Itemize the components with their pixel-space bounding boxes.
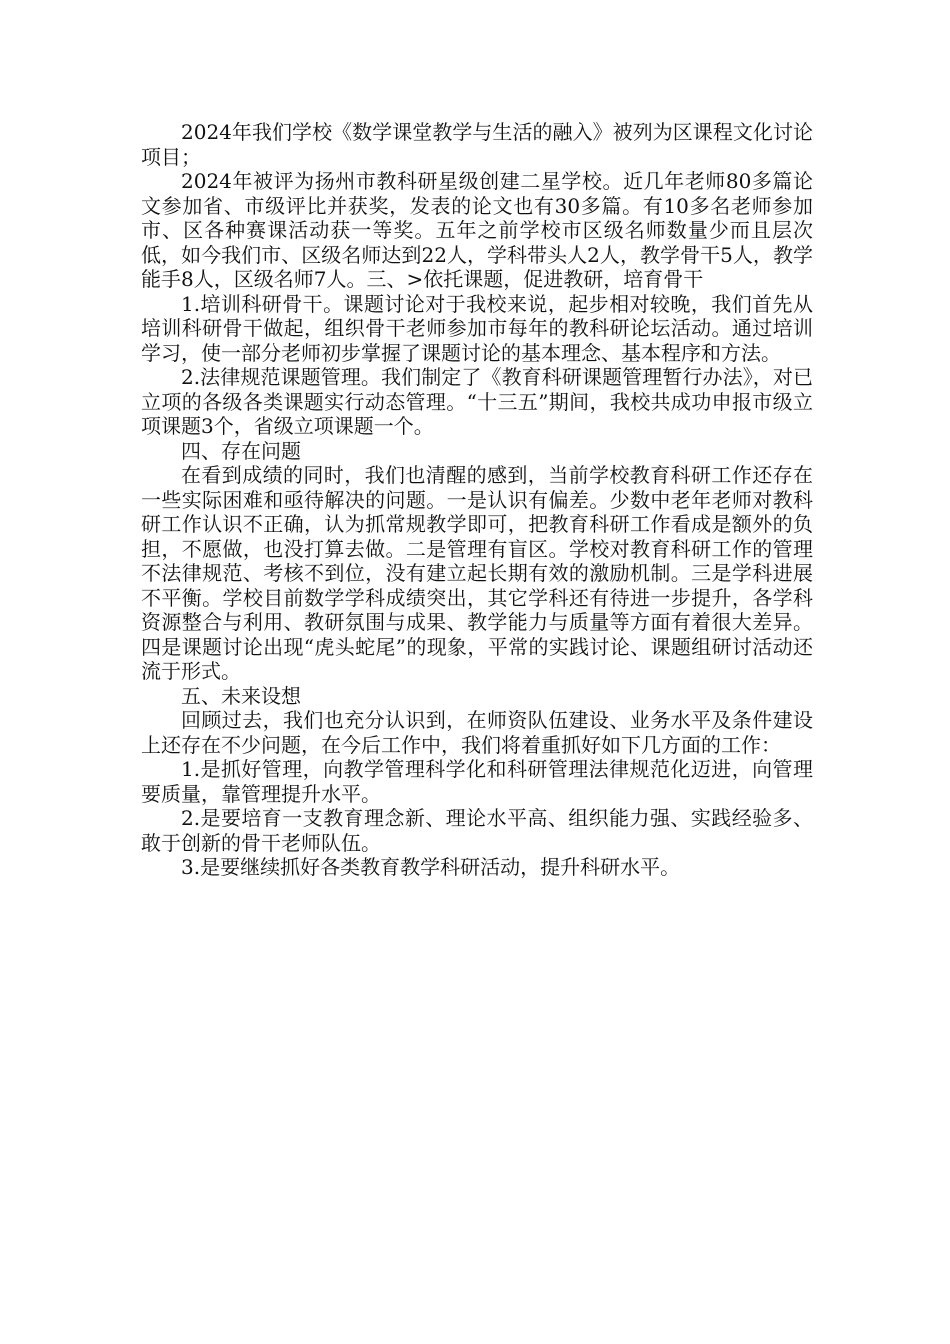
section-heading-problems: 四、存在问题 — [181, 438, 301, 463]
paragraph-problems: 在看到成绩的同时，我们也清醒的感到，当前学校教育科研工作还存在一些实际困难和亟待解决的问题。一是认识有偏差。少数中老年老师对教科研工作认识不正确，认为抓常规教学即可，把教育科研工作看成是额外的负担，不愿做，也没打算去做。二是管理有盲区。学校对教育科研工作的管理不法律规范、考核不到位，没有建立起长期有效的激励机制。三是学科进展不平衡。学校目前数学学科成绩突出，其它学科还有待进一步提升，各学科资源整合与利用、教研氛围与成果、教学能力与质量等方面有着很大差异。四是课题讨论出现“虎头蛇尾”的现象，平常的实践讨论、课题组研讨活动还流于形式。 — [141, 463, 813, 683]
section-heading-future: 五、未来设想 — [181, 683, 301, 708]
paragraph-project-management: 2.法律规范课题管理。我们制定了《教育科研课题管理暂行办法》，对已立项的各级各类课题实行动态管理。“十三五”期间，我校共成功申报市级立项课题3个，省级立项课题一个。 — [141, 365, 813, 438]
list-item-research-activities: 3.是要继续抓好各类教育教学科研活动，提升科研水平。 — [181, 855, 681, 879]
paragraph-future-intro: 回顾过去，我们也充分认识到，在师资队伍建设、业务水平及条件建设上还存在不少问题，在今后工作中，我们将着重抓好如下几方面的工作： — [141, 708, 813, 757]
paragraph-project-listing: 2024年我们学校《数学课堂教学与生活的融入》被列为区课程文化讨论项目； — [141, 120, 813, 169]
document-body — [141, 120, 813, 880]
list-item-teacher-team: 2.是要培育一支教育理念新、理论水平高、组织能力强、实践经验多、敢于创新的骨干老师队伍。 — [141, 806, 813, 855]
paragraph-achievements: 2024年被评为扬州市教科研星级创建二星学校。近几年老师80多篇论文参加省、市级评比并获奖，发表的论文也有30多篇。有10多名老师参加市、区各种赛课活动获一等奖。五年之前学校市区级名师数量少而且层次低，如今我们市、区级名师达到22人，学科带头人2人，教学骨干5人，教学能手8人，区级名师7人。三、>依托课题，促进教研，培育骨干 — [141, 169, 813, 291]
list-item-management: 1.是抓好管理，向教学管理科学化和科研管理法律规范化迈进，向管理要质量，靠管理提升水平。 — [141, 757, 813, 806]
paragraph-training-backbone: 1.培训科研骨干。课题讨论对于我校来说，起步相对较晚，我们首先从培训科研骨干做起，组织骨干老师参加市每年的教科研论坛活动。通过培训学习，使一部分老师初步掌握了课题讨论的基本理念、基本程序和方法。 — [141, 291, 813, 365]
